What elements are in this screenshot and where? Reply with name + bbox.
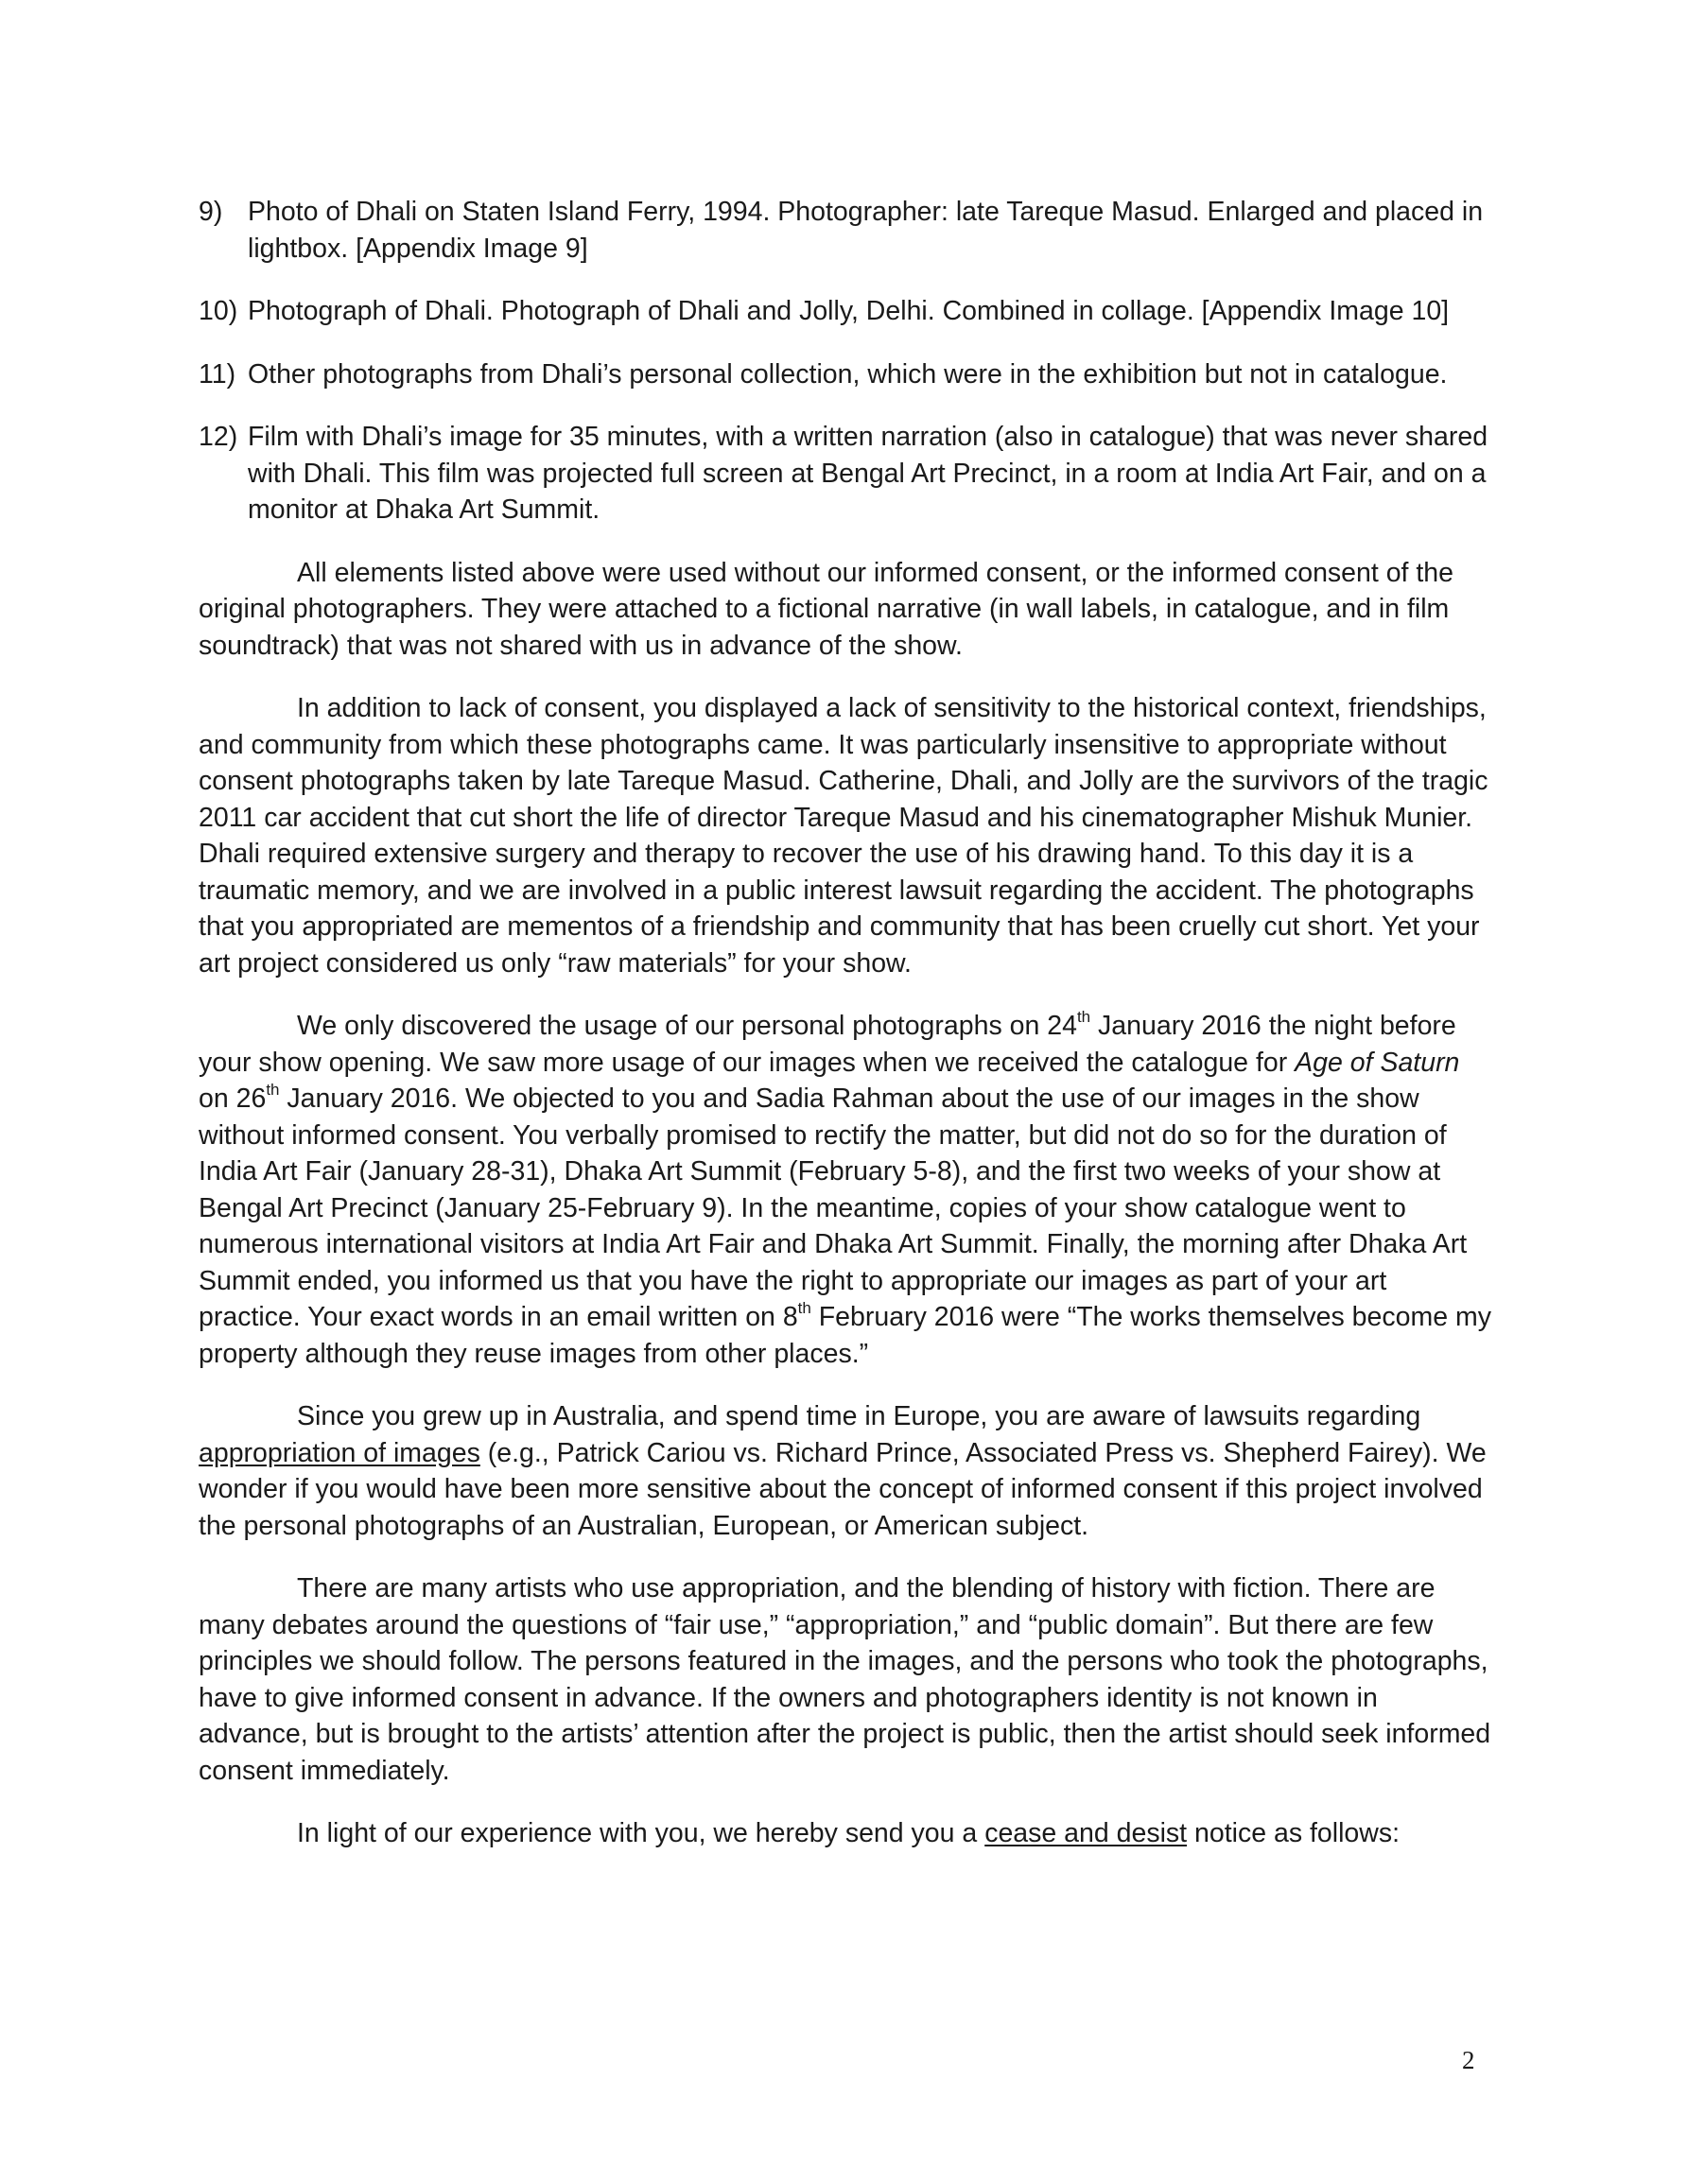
- list-number: 11): [199, 358, 236, 390]
- underlined-phrase: cease and desist: [984, 1818, 1188, 1848]
- text-run: notice as follows:: [1187, 1818, 1401, 1848]
- text-run: January 2016. We objected to you and Sadia Rahman about the use of our images in the show without informed consent. You verbally promised to rectify the matter, but did not do so for the duration of India Art Fair (January 28-31), Dhaka Art Summit (February 5-8), and the first two weeks of your show at Bengal Art Precinct (January 25-February 9). In the meantime, copies of your show catalogue went to numerous international visitors at India Art Fair and Dhaka Art Summit. Finally, the morning after Dhaka Art Summit ended, you informed us that you have the right to appropriate our images as part of your art practice. Your exact words in an email written on 8: [199, 1083, 1468, 1332]
- page-number: 2: [1462, 2046, 1475, 2074]
- paragraph-notice: [199, 1815, 1494, 1852]
- text-run: January 2016 the night before your show opening. We saw more usage of our images when we received the catalogue for: [199, 1011, 1456, 1078]
- list-item: [199, 293, 1494, 330]
- list-item: [199, 419, 1494, 529]
- document-body: [199, 194, 1494, 1879]
- text-run: on 26: [199, 1083, 267, 1114]
- list-number: 12): [199, 422, 238, 452]
- underlined-phrase: appropriation of images: [199, 1437, 480, 1468]
- list-number: 10): [199, 296, 238, 326]
- paragraph-principles: There are many artists who use appropriation, and the blending of history with fiction. There are many debates around the questions of “fair use,” “appropriation,” and “public domain”. But there are few principles we should follow. The persons featured in the images, and the persons who took the photographs, have to give informed consent in advance. If the owners and photographers identity is not known in advance, but is brought to the artists’ attention after the project is public, then the artist should seek informed consent immediately.: [199, 1573, 1491, 1786]
- list-text: Photograph of Dhali. Photograph of Dhali and Jolly, Delhi. Combined in collage. [Appendix Image 10]: [248, 296, 1450, 326]
- paragraph-lawsuits: [199, 1398, 1494, 1544]
- list-number: 9): [199, 197, 223, 227]
- list-text: Photo of Dhali on Staten Island Ferry, 1994. Photographer: late Tareque Masud. Enlarged and placed in lightbox. [Appendix Image 9]: [248, 197, 1484, 264]
- text-run: In light of our experience with you, we hereby send you a: [297, 1818, 985, 1848]
- text-run: We only discovered the usage of our personal photographs on 24: [297, 1011, 1077, 1041]
- list-item: [199, 194, 1494, 267]
- ordinal-suffix: th: [797, 1298, 811, 1317]
- text-run: Since you grew up in Australia, and spend time in Europe, you are aware of lawsuits regarding: [297, 1401, 1421, 1431]
- paragraph-consent: All elements listed above were used without our informed consent, or the informed consent of the original photographers. They were attached to a fictional narrative (in wall labels, in catalogue, and in film soundtrack) that was not shared with us in advance of the show.: [199, 557, 1454, 661]
- list-text: Other photographs from Dhali’s personal collection, which were in the exhibition but not in catalogue.: [248, 358, 1448, 390]
- catalogue-title: Age of Saturn: [1295, 1047, 1460, 1078]
- text-run: (e.g., Patrick Cariou vs. Richard Prince, Associated Press vs. Shepherd Fairey). We wonder if you would have been more sensitive about the concept of informed consent if this project involved the personal photographs of an Australian, European, or American subject.: [199, 1437, 1487, 1541]
- paragraph-discovery: [199, 1008, 1494, 1372]
- list-item: [199, 356, 1494, 393]
- list-text: Film with Dhali’s image for 35 minutes, with a written narration (also in catalogue) that was never shared with Dhali. This film was projected full screen at Bengal Art Precinct, in a room at India Art Fair, and on a monitor at Dhaka Art Summit.: [248, 422, 1488, 525]
- ordinal-suffix: th: [1076, 1007, 1091, 1026]
- text-run: February 2016 were “The works themselves become my property although they reuse images from other places.”: [199, 1302, 1491, 1369]
- ordinal-suffix: th: [266, 1080, 280, 1099]
- paragraph-sensitivity: In addition to lack of consent, you displayed a lack of sensitivity to the historical context, friendships, and community from which these photographs came. It was particularly insensitive to appropriate without consent photographs taken by late Tareque Masud. Catherine, Dhali, and Jolly are the survivors of the tragic 2011 car accident that cut short the life of director Tareque Masud and his cinematographer Mishuk Munier. Dhali required extensive surgery and therapy to recover the use of his drawing hand. To this day it is a traumatic memory, and we are involved in a public interest lawsuit regarding the accident. The photographs that you appropriated are mementos of a friendship and community that has been cruelly cut short. Yet your art project considered us only “raw materials” for your show.: [199, 693, 1488, 979]
